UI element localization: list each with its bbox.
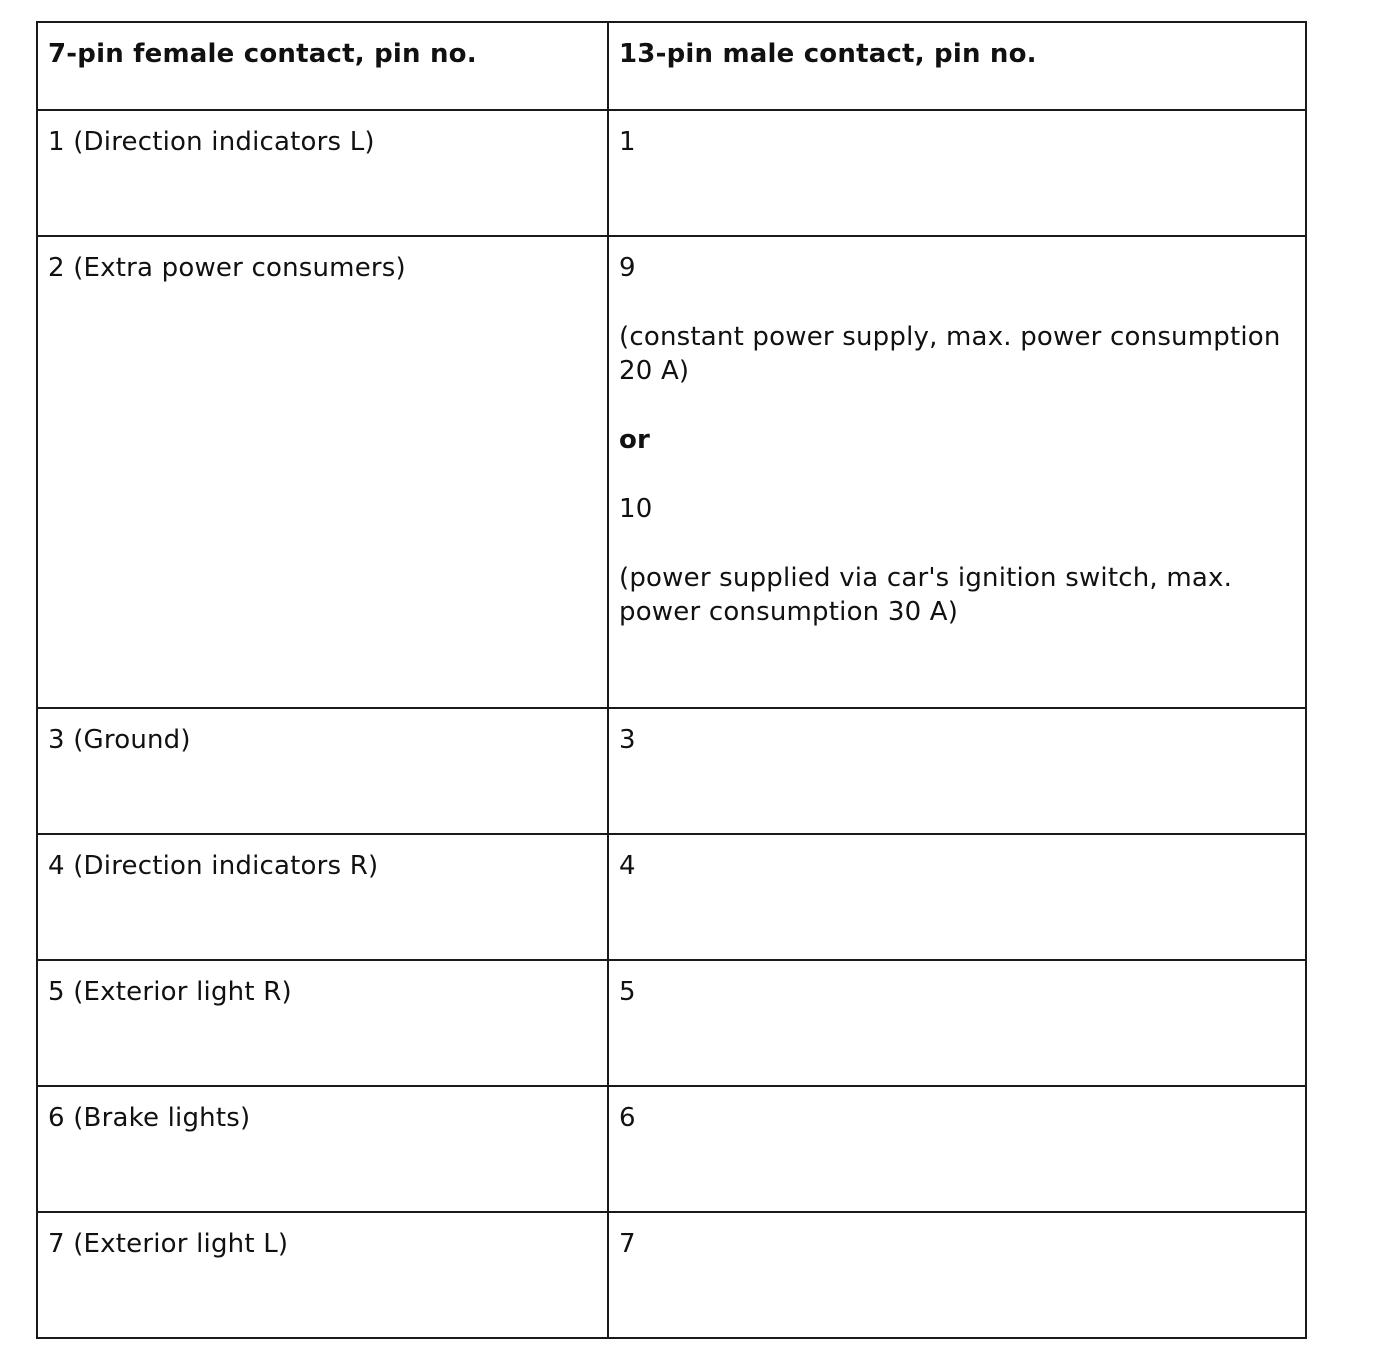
header-13pin-male: 13-pin male contact, pin no. <box>608 22 1306 110</box>
female-pin-cell: 7 (Exterior light L) <box>37 1212 608 1338</box>
pin-mapping-table <box>36 21 1307 1339</box>
table-row <box>37 236 1306 708</box>
male-pin-option-10: 10 <box>619 494 653 524</box>
female-pin-cell: 5 (Exterior light R) <box>37 960 608 1086</box>
table-row <box>37 708 1306 834</box>
male-pin-cell <box>608 236 1306 708</box>
male-pin-note-ignition-power: (power supplied via car's ignition switch, max. power consumption 30 A) <box>619 563 1233 627</box>
male-pin-option-9: 9 <box>619 253 636 283</box>
table-row <box>37 1212 1306 1338</box>
female-pin-cell: 4 (Direction indicators R) <box>37 834 608 960</box>
table-row <box>37 960 1306 1086</box>
male-pin-cell: 5 <box>608 960 1306 1086</box>
table-header-row <box>37 22 1306 110</box>
table-row <box>37 110 1306 236</box>
or-separator: or <box>619 425 651 455</box>
male-pin-cell: 1 <box>608 110 1306 236</box>
male-pin-cell: 4 <box>608 834 1306 960</box>
female-pin-cell: 2 (Extra power consumers) <box>37 236 608 708</box>
female-pin-cell: 6 (Brake lights) <box>37 1086 608 1212</box>
header-7pin-female: 7-pin female contact, pin no. <box>37 22 608 110</box>
male-pin-cell: 7 <box>608 1212 1306 1338</box>
table-row <box>37 834 1306 960</box>
male-pin-note-constant-power: (constant power supply, max. power consumption 20 A) <box>619 322 1281 386</box>
table-row <box>37 1086 1306 1212</box>
male-pin-cell: 6 <box>608 1086 1306 1212</box>
male-pin-cell: 3 <box>608 708 1306 834</box>
female-pin-cell: 1 (Direction indicators L) <box>37 110 608 236</box>
female-pin-cell: 3 (Ground) <box>37 708 608 834</box>
